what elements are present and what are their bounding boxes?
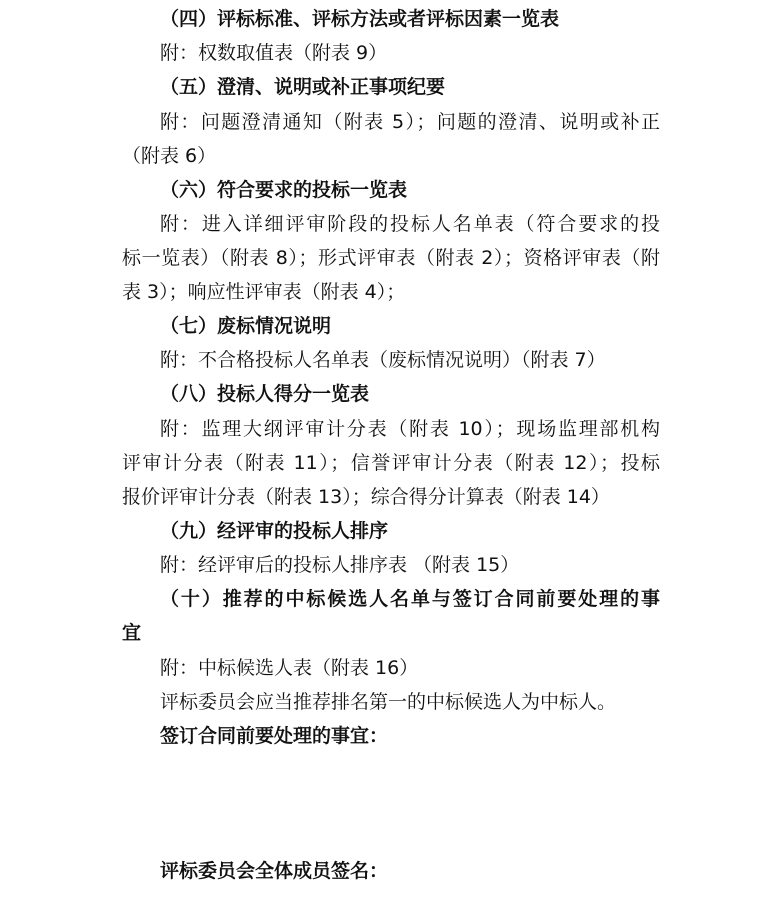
section-9-heading: （九）经评审的投标人排序 xyxy=(160,520,389,542)
section-6-attachment-cont-2: 表 3）；响应性评审表（附表 4）； xyxy=(122,281,406,303)
section-8-attachment-cont-1: 评审计分表（附表 11）；信誉评审计分表（附表 12）；投标 xyxy=(122,452,660,474)
section-8-attachment: 附：监理大纲评审计分表（附表 10）；现场监理部机构 xyxy=(160,418,660,440)
section-8-heading: （八）投标人得分一览表 xyxy=(160,383,370,405)
section-9-attachment: 附：经评审后的投标人排序表 （附表 15） xyxy=(160,554,520,576)
committee-signature-label: 评标委员会全体成员签名： xyxy=(160,860,389,882)
section-5-heading: （五）澄清、说明或补正事项纪要 xyxy=(160,76,446,98)
section-7-heading: （七）废标情况说明 xyxy=(160,315,332,337)
recommendation-text: 评标委员会应当推荐排名第一的中标候选人为中标人。 xyxy=(160,691,617,713)
section-8-attachment-cont-2: 报价评审计分表（附表 13）；综合得分计算表（附表 14） xyxy=(122,486,610,508)
section-10-heading-cont: 宜 xyxy=(122,622,142,644)
section-4-attachment: 附：权数取值表（附表 9） xyxy=(160,42,388,64)
section-7-attachment: 附：不合格投标人名单表（废标情况说明）（附表 7） xyxy=(160,349,606,371)
section-6-heading: （六）符合要求的投标一览表 xyxy=(160,179,408,201)
section-6-attachment: 附：进入详细评审阶段的投标人名单表（符合要求的投 xyxy=(160,213,660,235)
section-10-heading: （十）推荐的中标候选人名单与签订合同前要处理的事 xyxy=(160,588,660,610)
pre-contract-matters-label: 签订合同前要处理的事宜： xyxy=(160,725,389,747)
section-4-heading: （四）评标标准、评标方法或者评标因素一览表 xyxy=(160,8,560,30)
section-6-attachment-cont-1: 标一览表）（附表 8）；形式评审表（附表 2）；资格评审表（附 xyxy=(122,247,660,269)
section-5-attachment-cont: （附表 6） xyxy=(122,145,217,167)
section-10-attachment: 附：中标候选人表（附表 16） xyxy=(160,657,419,679)
section-5-attachment: 附：问题澄清通知（附表 5）；问题的澄清、说明或补正 xyxy=(160,111,660,133)
